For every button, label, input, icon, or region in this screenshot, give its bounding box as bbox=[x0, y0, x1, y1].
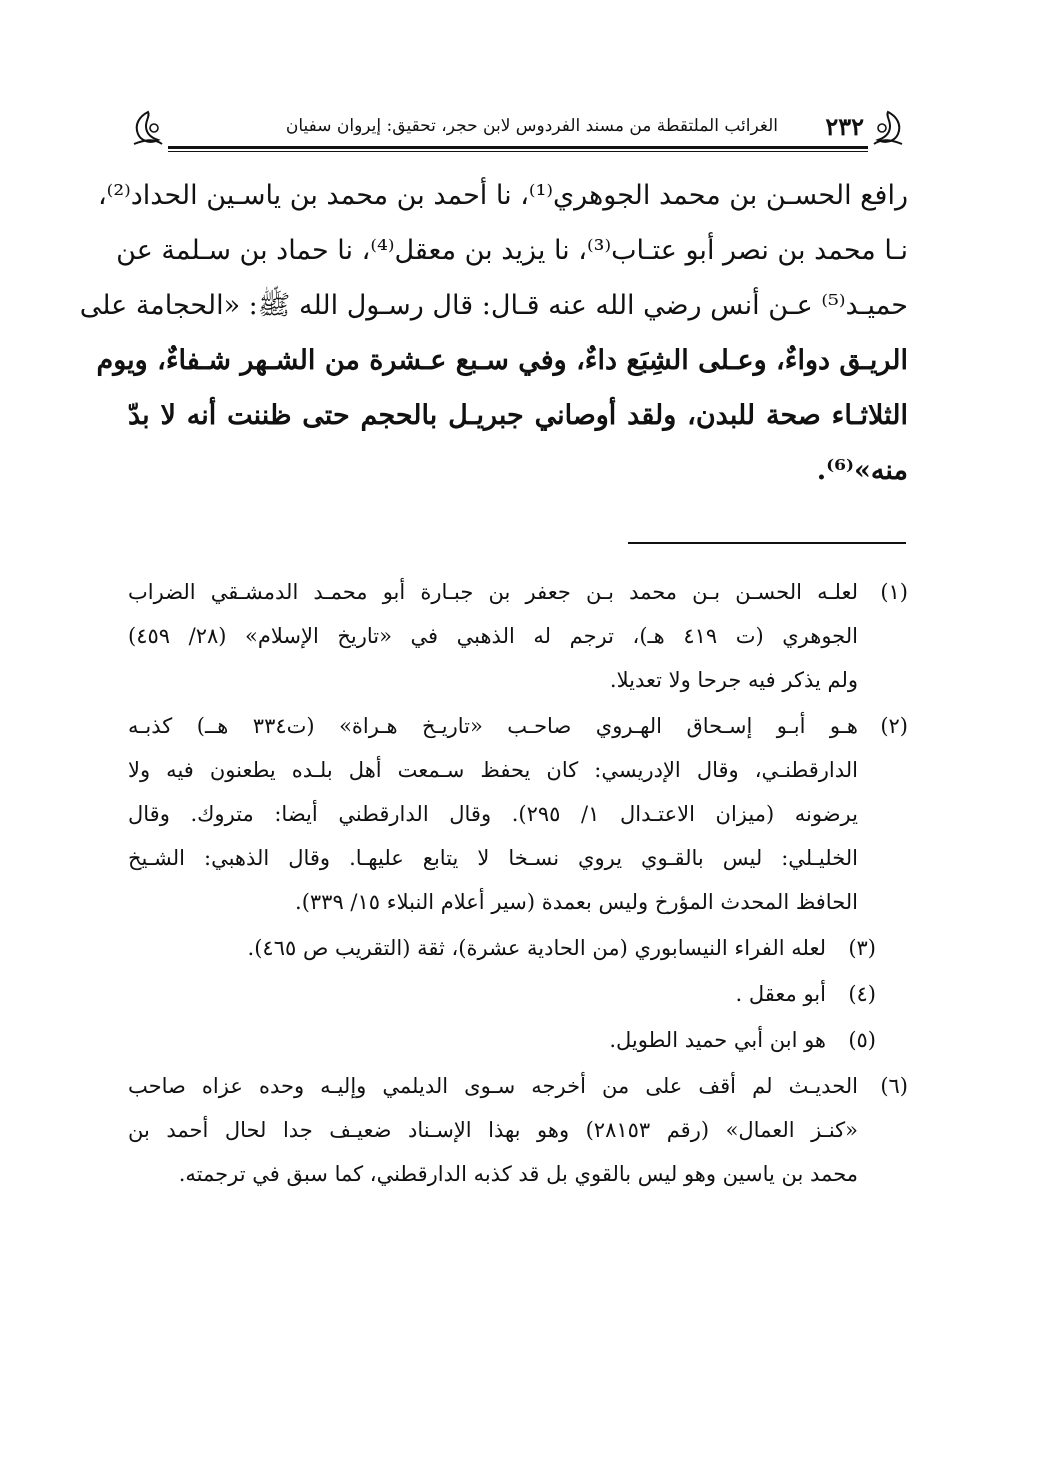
footnote-line: الحافظ المحدث المؤرخ وليس بعمدة (سير أعلام النبلاء ١٥/ ٣٣٩). bbox=[295, 890, 858, 914]
footnotes bbox=[128, 570, 908, 1198]
footnote-line: الدارقطنـي، وقال الإدريسي: كان يحفظ سـمعت أهل بلـده يطعنون فيه ولا bbox=[128, 758, 858, 782]
footnote-line: «كنـز العمال» (رقم ٢٨١٥٣) وهو بهذا الإسـناد ضعيـف جدا لحال أحمد بن bbox=[128, 1118, 859, 1142]
page-header bbox=[128, 108, 908, 154]
hadith-line: منه»⁽⁶⁾. bbox=[816, 455, 908, 486]
floral-ornament-icon bbox=[868, 108, 908, 148]
footnote-line: أبو معقل . bbox=[735, 982, 826, 1006]
footnote-line: هو ابن أبي حميد الطويل. bbox=[609, 1028, 826, 1052]
footnote-line: الحديـث لم أقف على من أخرجه سـوى الديلمي وإليـه وحده عزاه صاحب bbox=[128, 1074, 858, 1098]
main-line: نـا محمد بن نصر أبو عتـاب⁽³⁾، نا يزيد بن معقل⁽⁴⁾، نا حماد بن سـلمة عن bbox=[116, 235, 908, 266]
footnote bbox=[128, 704, 908, 924]
main-line: حميـد⁽⁵⁾ عـن أنس رضي الله عنه قـال: قال رسـول الله ﷺ: «الحجامة على bbox=[79, 290, 908, 321]
footnote-line: الخليـلي: ليس بالقـوي يروي نسـخا لا يتابع عليهـا. وقال الذهبي: الشـيخ bbox=[128, 846, 858, 870]
footnote bbox=[128, 926, 908, 970]
footnote-number: (٥) bbox=[848, 1028, 876, 1052]
footnote-number: (٦) bbox=[880, 1074, 908, 1098]
main-line: رافع الحسـن بن محمد الجوهري⁽¹⁾، نا أحمد بن محمد بن ياسـين الحداد⁽²⁾، bbox=[97, 180, 908, 211]
footnote bbox=[128, 1064, 908, 1196]
footnote-line: لعلـه الحسـن بـن محمد بـن جعفر بن جبـارة أبو محمـد الدمشـقي الضراب bbox=[128, 580, 858, 604]
footnote-line: لعله الفراء النيسابوري (من الحادية عشرة)، ثقة (التقريب ص ٤٦٥). bbox=[247, 936, 826, 960]
footnote-line: هـو أبـو إسـحاق الهـروي صاحـب «تاريـخ هـراة» (ت٣٣٤ هــ) كذبـه bbox=[128, 714, 858, 738]
footnote-line: يرضونه (ميزان الاعتـدال ١/ ٢٩٥). وقال الدارقطني أيضا: متروك. وقال bbox=[128, 802, 858, 826]
page-number: ٢٣٢ bbox=[825, 112, 864, 141]
header-rule bbox=[168, 146, 868, 149]
main-text bbox=[79, 168, 908, 498]
footnote-separator bbox=[628, 542, 906, 544]
footnote bbox=[128, 1018, 908, 1062]
footnote bbox=[128, 570, 908, 702]
footnote-number: (١) bbox=[880, 580, 908, 604]
footnote-line: ولم يذكر فيه جرحا ولا تعديلا. bbox=[609, 668, 858, 692]
running-title: الغرائب الملتقطة من مسند الفردوس لابن حجر، تحقيق: إيروان سفيان bbox=[285, 116, 778, 136]
hadith-line: الثلاثـاء صحة للبدن، ولقد أوصاني جبريـل بالحجم حتى ظننت أنه لا بدّ bbox=[128, 400, 908, 431]
footnote bbox=[128, 972, 908, 1016]
footnote-number: (٤) bbox=[848, 982, 876, 1006]
footnote-line: الجوهري (ت ٤١٩ هـ)، ترجم له الذهبي في «تاريخ الإسلام» (٢٨/ ٤٥٩) bbox=[128, 624, 858, 648]
footnote-number: (٣) bbox=[848, 936, 876, 960]
floral-ornament-icon bbox=[128, 108, 168, 148]
hadith-line: الريـق دواءٌ، وعـلى الشِبَع داءٌ، وفي سـبع عـشرة من الشـهر شـفاءٌ، ويوم bbox=[96, 345, 908, 376]
footnote-line: محمد بن ياسين وهو ليس بالقوي بل قد كذبه الدارقطني، كما سبق في ترجمته. bbox=[178, 1162, 858, 1186]
header-rule-thin bbox=[168, 151, 868, 152]
footnote-number: (٢) bbox=[880, 714, 908, 738]
